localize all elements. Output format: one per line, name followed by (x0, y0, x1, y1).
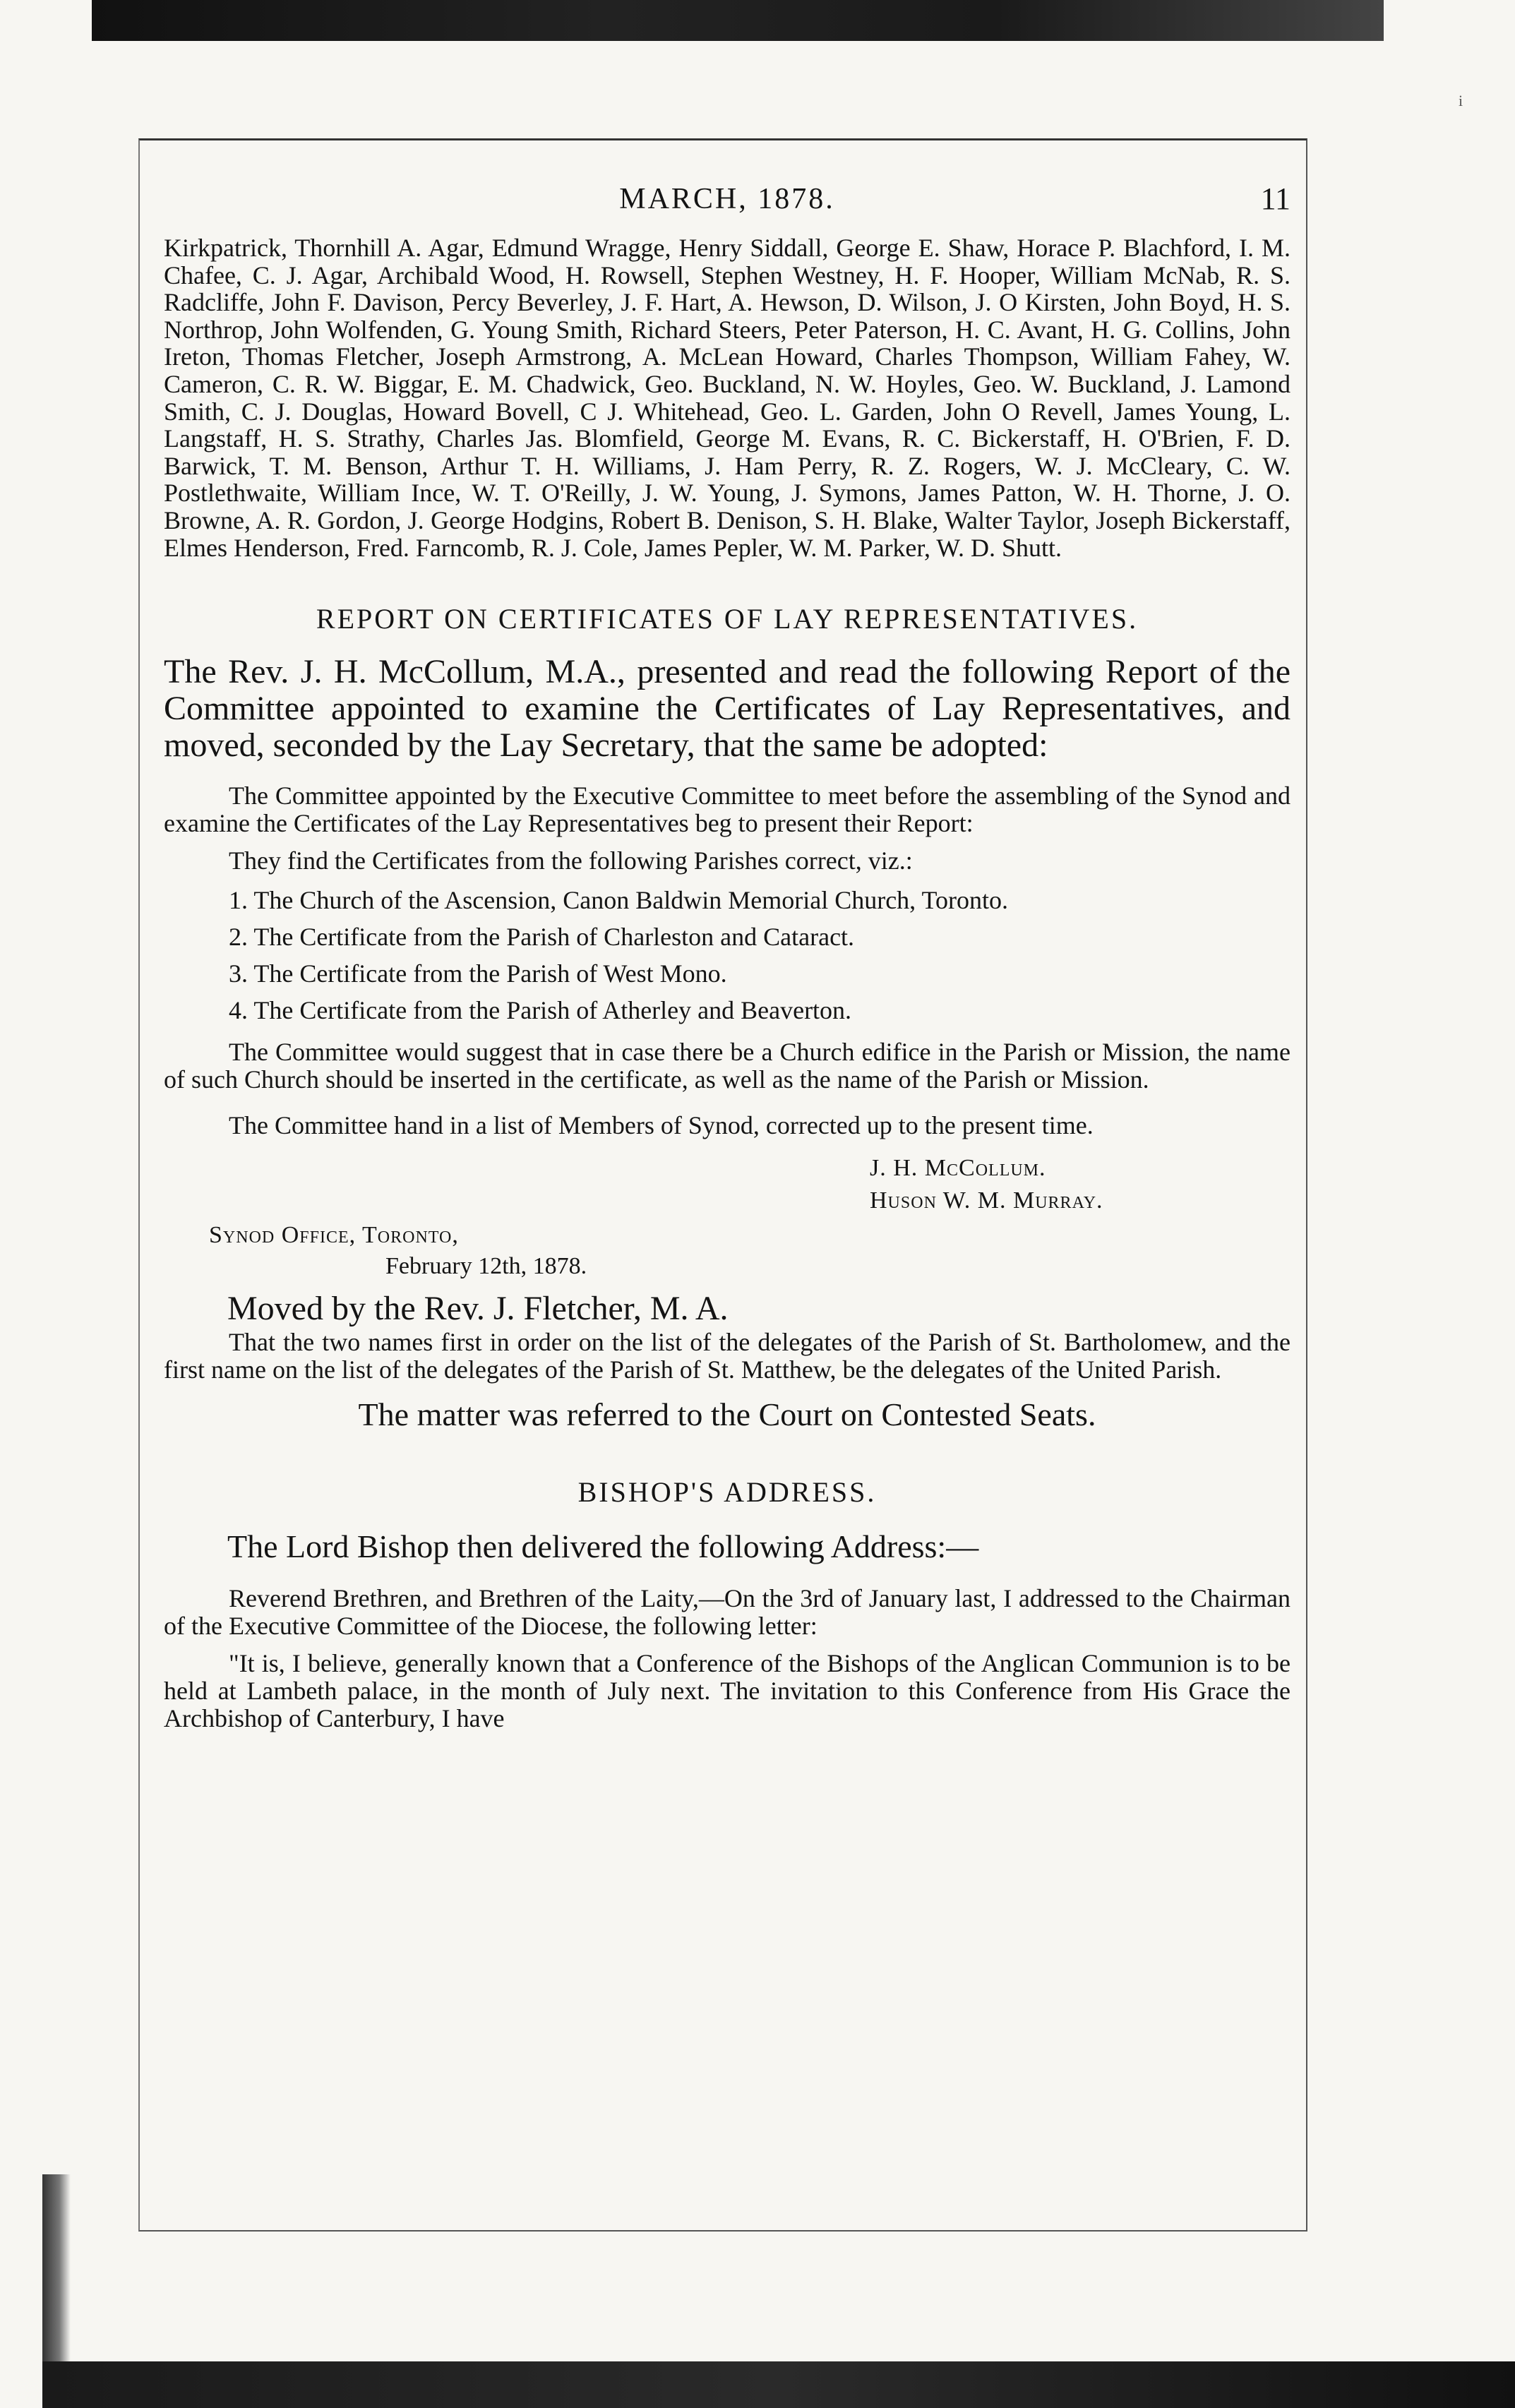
report-lead: The Rev. J. H. McCollum, M.A., presented and read the following Report of the Committee appointed to examine the Certificates of Lay Representatives, and moved, seconded by the Lay Secretary, that the same be adopted: (164, 653, 1291, 765)
office-block (164, 1220, 1291, 1282)
stray-mark: i (1459, 92, 1463, 109)
report-list-note: The Committee hand in a list of Members of Synod, corrected up to the present time. (229, 1111, 1094, 1140)
members-list-paragraph: Kirkpatrick, Thornhill A. Agar, Edmund Wragge, Henry Siddall, George E. Shaw, Horace P. Blachford, I. M. Chafee, C. J. Agar, Archibald Wood, H. Rowsell, Stephen Westney, H. F. Hooper, William McNab, R. S. Radcliffe, John F. Davison, Percy Beverley, J. F. Hart, A. Hewson, D. Wilson, J. O Kirsten, John Boyd, H. S. Northrop, John Wolfenden, G. Young Smith, Richard Steers, Peter Paterson, H. C. Avant, H. G. Collins, John Ireton, Thomas Fletcher, Joseph Armstrong, A. McLean Howard, Charles Thompson, William Fahey, W. Cameron, C. R. W. Biggar, E. M. Chadwick, Geo. Buckland, N. W. Hoyles, Geo. W. Buckland, J. Lamond Smith, C. J. Douglas, Howard Bovell, C J. Whitehead, Geo. L. Garden, John O Revell, James Young, L. Langstaff, H. S. Strathy, Charles Jas. Blomfield, George M. Evans, R. C. Bickerstaff, H. O'Brien, F. D. Barwick, T. M. Benson, Arthur T. H. Williams, J. Ham Perry, R. Z. Rogers, W. J. McCleary, C. W. Postlethwaite, William Ince, W. T. O'Reilly, J. W. Young, J. Symons, James Patton, W. H. Thorne, J. O. Browne, A. R. Gordon, J. George Hodgins, Robert B. Denison, S. H. Blake, Walter Taylor, Joseph Bickerstaff, Elmes Henderson, Fred. Farncomb, R. J. Cole, James Pepler, W. M. Parker, W. D. Shutt. (164, 234, 1291, 562)
scan-top-edge (92, 0, 1384, 41)
report-suggestion: The Committee would suggest that in case there be a Church edifice in the Parish or Mission, the name of such Church should be inserted in the certificate, as well as the name of the Parish or Mission. (164, 1038, 1291, 1094)
office-line: Synod Office, Toronto, (209, 1222, 459, 1249)
page-title: MARCH, 1878. (619, 183, 835, 215)
motion-heading: Moved by the Rev. J. Fletcher, M. A. (227, 1290, 729, 1328)
signature-block (164, 1152, 1291, 1217)
list-item: 4. The Certificate from the Parish of Atherley and Beaverton. (229, 996, 852, 1025)
parish-list (164, 882, 1291, 1029)
motion-referred: The matter was referred to the Court on Contested Seats. (358, 1396, 1096, 1433)
page-number: 11 (1260, 181, 1291, 216)
running-header (164, 176, 1291, 226)
office-date: February 12th, 1878. (385, 1253, 587, 1280)
scan-bottom-edge (42, 2361, 1515, 2408)
address-quote: "It is, I believe, generally known that a Conference of the Bishops of the Anglican Communion is to be held at Lambeth palace, in the month of July next. The invitation to this Conference from His Grace the Archbishop of Canterbury, I have (164, 1649, 1291, 1733)
report-intro: The Committee appointed by the Executive Committee to meet before the assembling of the Synod and examine the Certificates of the Lay Representatives beg to present their Report: (164, 781, 1291, 838)
report-heading: REPORT ON CERTIFICATES OF LAY REPRESENTATIVES. (316, 603, 1139, 635)
report-find: They find the Certificates from the following Parishes correct, viz.: (229, 846, 913, 875)
motion-text: That the two names first in order on the list of the delegates of the Parish of St. Bartholomew, and the first name on the list of the delegates of the Parish of St. Matthew, be the delegates of the United Parish. (164, 1328, 1291, 1384)
signature: J. H. McCollum. (870, 1155, 1046, 1182)
signature: Huson W. M. Murray. (870, 1187, 1103, 1214)
page-content (164, 176, 1291, 1732)
address-lead: The Lord Bishop then delivered the following Address:— (227, 1528, 979, 1565)
address-heading: BISHOP'S ADDRESS. (577, 1476, 877, 1509)
list-item: 2. The Certificate from the Parish of Charleston and Cataract. (229, 923, 855, 952)
list-item: 3. The Certificate from the Parish of West Mono. (229, 959, 727, 988)
address-opening: Reverend Brethren, and Brethren of the Laity,—On the 3rd of January last, I addressed to the Chairman of the Executive Committee of the Diocese, the following letter: (164, 1584, 1291, 1641)
list-item: 1. The Church of the Ascension, Canon Baldwin Memorial Church, Toronto. (229, 886, 1008, 915)
